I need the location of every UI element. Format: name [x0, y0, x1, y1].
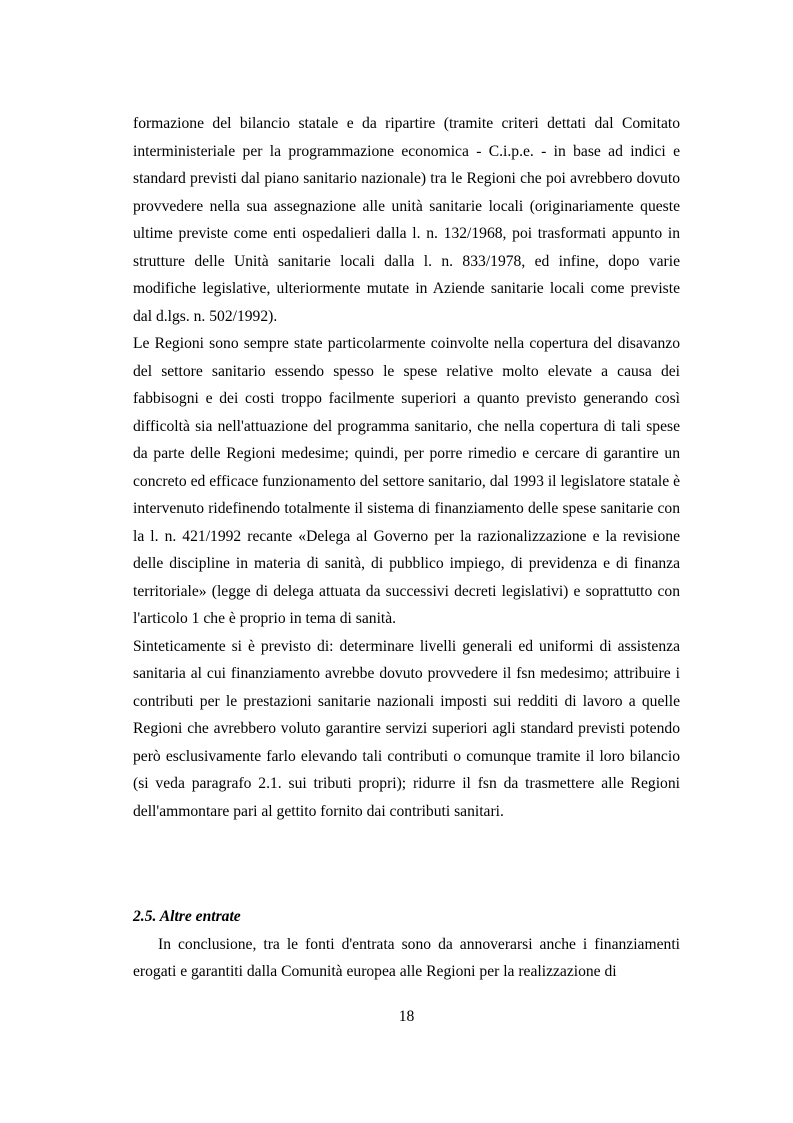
section-heading: 2.5. Altre entrate	[133, 908, 241, 925]
section-paragraph: In conclusione, tra le fonti d'entrata sono da annoverarsi anche i finanziamenti erogati e garantiti dalla Comunità europea alle Regioni per la realizzazione di	[133, 935, 680, 980]
section-altre-entrate	[133, 903, 680, 986]
paragraph-bilancio-statale: formazione del bilancio statale e da ripartire (tramite criteri dettati dal Comitato interministeriale per la programmazione economica - C.i.p.e. - in base ad indici e standard previsti dal piano sanitario nazionale) tra le Regioni che poi avrebbero dovuto provvedere nella sua assegnazione alle unità sanitarie locali (originariamente queste ultime previste come enti ospedalieri dalla l. n. 132/1968, poi trasformati appunto in strutture delle Unità sanitarie locali dalla l. n. 833/1978, ed infine, dopo varie modifiche legislative, ulteriormente mutate in Aziende sanitarie locali come previste dal d.lgs. n. 502/1992).	[133, 115, 680, 325]
paragraph-regioni-disavanzo: Le Regioni sono sempre state particolarmente coinvolte nella copertura del disavanzo del settore sanitario essendo spesso le spese relative molto elevate a causa dei fabbisogni e dei costi troppo facilmente superiori a quanto previsto generando così difficoltà sia nell'attuazione del programma sanitario, che nella copertura di tali spese da parte delle Regioni medesime; quindi, per porre rimedio e cercare di garantire un concreto ed efficace funzionamento del settore sanitario, dal 1993 il legislatore statale è intervenuto ridefinendo totalmente il sistema di finanziamento delle spese sanitarie con la l. n. 421/1992 recante «Delega al Governo per la razionalizzazione e la revisione delle discipline in materia di sanità, di pubblico impiego, di previdenza e di finanza territoriale» (legge di delega attuata da successivi decreti legislativi) e soprattutto con l'articolo 1 che è proprio in tema di sanità.	[133, 335, 680, 627]
body-text	[133, 110, 680, 825]
paragraph-sinteticamente: Sinteticamente si è previsto di: determinare livelli generali ed uniformi di assistenza sanitaria al cui finanziamento avrebbe dovuto provvedere il fsn medesimo; attribuire i contributi per le prestazioni sanitarie nazionali imposti sui redditi di lavoro a quelle Regioni che avrebbero voluto garantire servizi superiori agli standard previsti potendo però esclusivamente farlo elevando tali contributi o comunque tramite il loro bilancio (si veda paragrafo 2.1. sui tributi propri); ridurre il fsn da trasmettere alle Regioni dell'ammontare pari al gettito fornito dai contributi sanitari.	[133, 637, 680, 820]
page-number: 18	[398, 1008, 415, 1025]
